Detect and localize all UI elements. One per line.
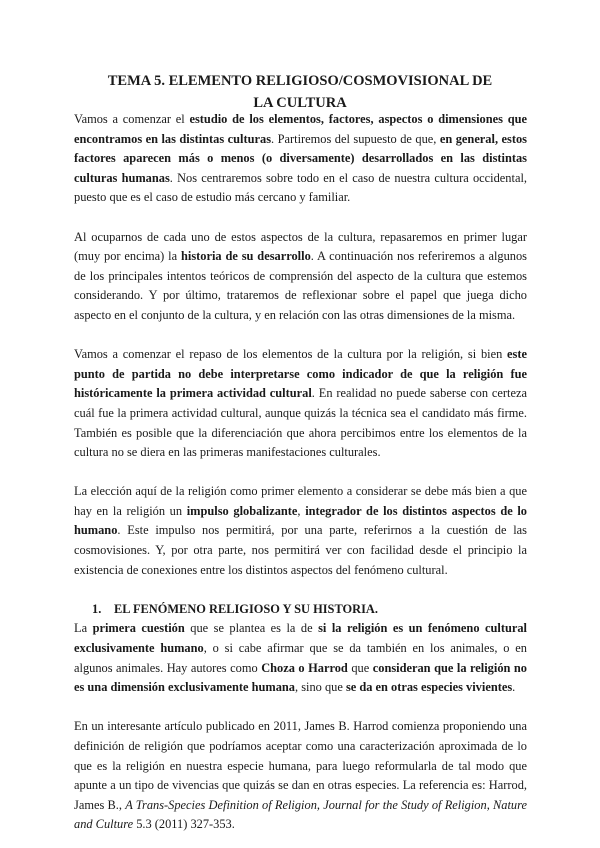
italic-reference: A Trans-Species Definition of Religion, Journal for the Study of Religion, Nature and Culture <box>74 797 527 832</box>
document-body <box>74 110 527 835</box>
text: . Este impulso nos permitirá, por una parte, referirnos a la cuestión de las cosmovisiones. Y, por otra parte, nos permitirá ver con facilidad desde el principio la existencia de conexiones entre los distintos aspectos del fenómeno cultural. <box>74 523 527 577</box>
text: Al ocuparnos de cada uno de estos aspectos de la cultura, repasaremos en primer lugar (muy por encima) la <box>74 229 527 264</box>
text: que <box>347 660 373 675</box>
page-title: TEMA 5. ELEMENTO RELIGIOSO/COSMOVISIONAL DE LA CULTURA <box>107 73 493 111</box>
paragraph-method <box>74 228 527 326</box>
section-label: EL FENÓMENO RELIGIOSO Y SU HISTORIA. <box>114 601 378 616</box>
text: . En realidad no puede saberse con certeza cuál fue la primera actividad cultural, aunque quizás la técnica sea el candidato más firme. También es posible que la diferenciación que ahora percibimos entre los elementos de la cultura no se diera en las primeras manifestaciones culturales. <box>74 386 528 460</box>
text: La <box>74 621 93 636</box>
bold-text: historia de su desarrollo <box>180 249 311 264</box>
paragraph-starting-point <box>74 345 527 463</box>
text: , o si cabe afirmar que se da también en los animales, o en algunos animales. Hay autores como <box>74 641 527 675</box>
text: Vamos a comenzar el repaso de los elementos de la cultura por la religión, si bien <box>74 347 508 362</box>
bold-text: primera cuestión <box>92 621 185 636</box>
section-heading <box>92 600 527 620</box>
paragraph-choice <box>74 482 527 580</box>
bold-text: consideran que la religión no es una dimensión exclusivamente humana <box>74 660 528 695</box>
text: La elección aquí de la religión como primer elemento a considerar se debe más bien a que hay en la religión un <box>74 484 527 518</box>
bold-text: estudio de los elementos, factores, aspectos o dimensiones que encontramos en las distintas culturas <box>74 112 527 146</box>
text: Vamos a comenzar el <box>74 112 190 126</box>
paragraph-intro <box>74 110 527 208</box>
text: , sino que <box>295 680 346 695</box>
text: . A continuación nos referiremos a algunos de los principales intentos teóricos de comprensión del aspecto de la cultura que estemos considerando. Y por último, trataremos de reflexionar sobre el papel que juega dicho aspecto en el conjunto de la cultura, y en relación con las otras dimensiones de la misma. <box>74 249 527 322</box>
bold-text: impulso globalizante <box>186 503 298 518</box>
bold-text: si la religión es un fenómeno cultural exclusivamente humano <box>74 621 527 656</box>
paragraph-first-question <box>74 619 527 697</box>
bold-text: este punto de partida no debe interpretarse como indicador de que la religión fue históricamente la primera actividad cultural <box>74 347 527 401</box>
text: . Partiremos del supuesto de que, <box>271 131 440 146</box>
section-number: 1. <box>92 601 102 616</box>
bold-text: en general, estos factores aparecen más o menos (o diversamente) desarrollados en las distintas culturas humanas <box>74 131 527 185</box>
text: , <box>297 503 306 518</box>
text: que se plantea es la de <box>184 621 319 636</box>
paragraph-harrod <box>74 717 527 835</box>
text: . <box>512 680 516 695</box>
bold-text: se da en otras especies vivientes <box>345 680 513 695</box>
bold-text: integrador de los distintos aspectos de lo humano <box>74 503 528 538</box>
text: En un interesante artículo publicado en 2011, James B. Harrod comienza proponiendo una definición de religión que podríamos aceptar como una caracterización aproximada de lo que es la religión en nuestra especie humana, para luego reformularla de tal modo que apunte a un tipo de vivencias que quizás se dan en otras especies. La referencia es: Harrod, James B., <box>74 719 527 812</box>
text: . Nos centraremos sobre todo en el caso de nuestra cultura occidental, puesto que es el caso de estudio más cercano y familiar. <box>74 170 527 205</box>
text: 5.3 (2011) 327-353. <box>133 817 235 832</box>
bold-text: Choza o Harrod <box>261 660 348 675</box>
